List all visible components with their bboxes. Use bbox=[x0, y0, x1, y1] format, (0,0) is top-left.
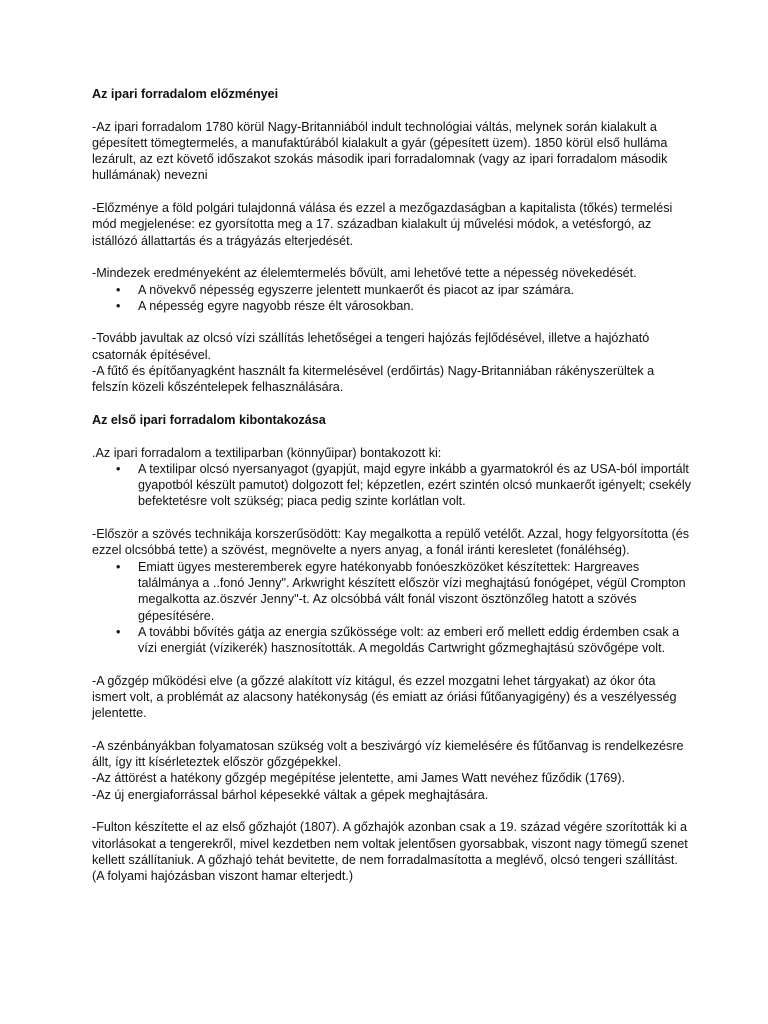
bullet-list bbox=[92, 461, 692, 510]
bullet-icon: • bbox=[116, 461, 121, 476]
paragraph: -Az ipari forradalom 1780 körül Nagy-Britanniából indult technológiai váltás, melynek során kialakult a gépesített tömegtermelés, a manufaktúrából kialakult a gyár (gépesített üzem). 1850 körül első hulláma lezárult, az ezt követő időszakot szokás második ipari forradalomnak (vagy az ipari forradalom második hullámának) nevezni bbox=[92, 119, 668, 183]
paragraph: -Tovább javultak az olcsó vízi szállítás lehetőségei a tengeri hajózás fejlődésével, illetve a hajózható csatornák építésével. bbox=[92, 331, 650, 362]
list-item: • A növekvő népesség egyszerre jelentett munkaerőt és piacot az ipar számára. bbox=[116, 282, 575, 297]
bullet-icon: • bbox=[116, 298, 121, 313]
paragraph: -Előzménye a föld polgári tulajdonná válása és ezzel a mezőgazdaságban a kapitalista (tőkés) termelési mód megjelenése: ez gyorsította meg a 17. században kialakult új művelési módok, a vetésforgó, az istállózó állattartás és a trágyázás elterjedését. bbox=[92, 201, 673, 248]
paragraph: -A gőzgép működési elve (a gőzzé alakított víz kitágul, és ezzel mozgatni lehet tárgyakat) az ókor óta ismert volt, a problémát az alacsony hatékonyság (és emiatt az óriási fűtőanyagigény) és a veszélyesség jelentette. bbox=[92, 673, 677, 721]
bullet-icon: • bbox=[116, 624, 121, 639]
paragraph: -Az új energiaforrással bárhol képesekké váltak a gépek meghajtására. bbox=[92, 787, 489, 802]
paragraph: -Mindezek eredményeként az élelemtermelés bővült, ami lehetővé tette a népesség növekedését. bbox=[92, 266, 637, 281]
bullet-icon: • bbox=[116, 559, 121, 574]
bullet-list bbox=[92, 559, 692, 657]
list-item: • A népesség egyre nagyobb része élt városokban. bbox=[116, 298, 414, 313]
list-item: • A további bővítés gátja az energia szűkössége volt: az emberi erő mellett eddig érdemben csak a vízi energiát (vízikerék) hasznosították. A megoldás Cartwright gőzmeghajtású szövőgépe volt. bbox=[116, 624, 680, 656]
paragraph: -A fűtő és építőanyagként használt fa kitermelésével (erdőirtás) Nagy-Britanniában rákényszerültek a felszín közeli kőszéntelepek felhasználására. bbox=[92, 364, 655, 395]
list-item: • A textilipar olcsó nyersanyagot (gyapjút, majd egyre inkább a gyarmatokról és az USA-ból importált gyapotból készült pamutot) dolgozott fel; képzetlen, ezért szintén olcsó munkaerőt igényelt; csekély befektetésre volt szükség; piaca pedig szinte korlátlan volt. bbox=[116, 461, 692, 509]
paragraph: -Az áttörést a hatékony gőzgép megépítése jelentette, ami James Watt nevéhez fűződik (1769). bbox=[92, 771, 625, 786]
list-item: • Emiatt ügyes mesteremberek egyre hatékonyabb fonóeszközöket készítettek: Hargreaves találmánya a ..fonó Jenny". Arkwright készített először vízi meghajtású fonógépet, végül Crompton megalkotta az.öszvér Jenny"-t. Az olcsóbbá vált fonál viszont ösztönzőleg hatott a szövés gépesítésére. bbox=[116, 559, 686, 623]
section-heading-unfolding: Az első ipari forradalom kibontakozása bbox=[92, 412, 326, 427]
section-heading-precursors: Az ipari forradalom előzményei bbox=[92, 87, 279, 101]
paragraph: .Az ipari forradalom a textiliparban (könnyűipar) bontakozott ki: bbox=[92, 445, 442, 460]
bullet-icon: • bbox=[116, 282, 121, 297]
paragraph: -A szénbányákban folyamatosan szükség volt a beszivárgó víz kiemelésére és fűtőanvag is rendelkezésre állt, így itt kísérleteztek először gőzgépekkel. bbox=[92, 738, 684, 770]
document-page bbox=[92, 86, 692, 885]
paragraph: -Először a szövés technikája korszerűsödött: Kay megalkotta a repülő vetélőt. Azzal, hogy felgyorsította (és ezzel olcsóbbá tette) a szövést, megnövelte a nyers anyag, a fonál iránti keresletet (fonáléhség). bbox=[92, 527, 690, 558]
bullet-list bbox=[92, 282, 692, 315]
paragraph: -Fulton készítette el az első gőzhajót (1807). A gőzhajók azonban csak a 19. század végére szorították ki a vitorlásokat a tengerekről, mivel kezdetben nem voltak jelentősen gyorsabbak, viszont nagy tömegű szenet kellett szállítaniuk. A gőzhajó tehát bevitette, de nem forradalmasította a meglévő, olcsó tengeri szállítást. (A folyami hajózásban viszont hamar elterjedt.) bbox=[92, 820, 688, 884]
